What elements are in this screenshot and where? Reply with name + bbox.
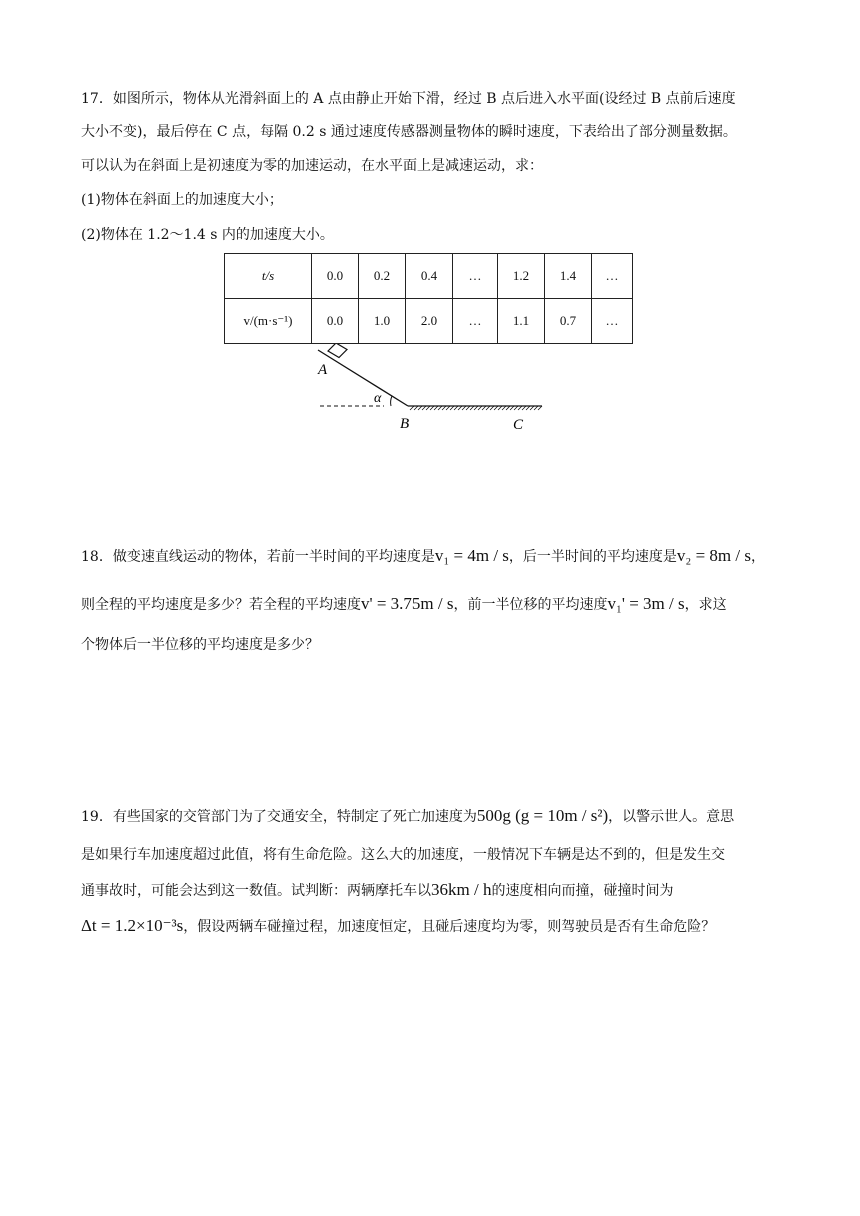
angle-arc <box>391 396 392 406</box>
table-cell: … <box>592 299 633 344</box>
q19-text: 通事故时，可能会达到这一数值。试判断：两辆摩托车以 <box>81 883 431 899</box>
table-row-time <box>225 254 633 299</box>
table-cell: 0.2 <box>359 254 406 299</box>
header-velocity: v/(m·s⁻¹) <box>225 299 312 344</box>
q18-line-1 <box>81 546 765 567</box>
q18-text: ，后一半时间的平均速度是 <box>508 549 677 565</box>
q19-text: ，以警示世人。意思 <box>608 809 735 825</box>
table-row-velocity <box>225 299 633 344</box>
q19-line-3 <box>81 880 673 901</box>
table-cell: 0.0 <box>312 299 359 344</box>
q18-equation-v1: v₁ = 4m / s <box>434 546 509 565</box>
label-c: C <box>513 417 524 433</box>
q17-subquestion-1: (1)物体在斜面上的加速度大小； <box>81 192 283 208</box>
table-cell: 1.2 <box>498 254 545 299</box>
table-cell: 0.4 <box>406 254 453 299</box>
q19-text: 19．有些国家的交管部门为了交通安全，特制定了死亡加速度为 <box>81 809 477 825</box>
q18-line-2 <box>81 594 727 615</box>
q18-text: ，前一半位移的平均速度 <box>453 597 608 613</box>
q18-text: 则全程的平均速度是多少？若全程的平均速度 <box>81 597 361 613</box>
measurement-table <box>224 253 633 344</box>
q19-line-4 <box>81 916 715 937</box>
label-alpha: α <box>374 391 382 406</box>
q19-equation-death-accel: 500g (g = 10m / s²) <box>476 806 609 825</box>
q17-line-2: 大小不变)，最后停在 C 点，每隔 0.2 s 通过速度传感器测量物体的瞬时速度，下表给出了部分测量数据。 <box>81 124 737 140</box>
q19-text: ，假设两辆车碰撞过程，加速度恒定，且碰后速度均为零，则驾驶员是否有生命危险？ <box>183 919 716 935</box>
header-time: t/s <box>225 254 312 299</box>
q18-equation-v2: v₂ = 8m / s <box>676 546 751 565</box>
table-cell: 2.0 <box>406 299 453 344</box>
q19-equation-time: Δt = 1.2×10⁻³s <box>81 916 184 935</box>
table-cell: 1.1 <box>498 299 545 344</box>
q18-equation-vavg: v' = 3.75m / s <box>361 594 454 613</box>
q18-text: ，求这 <box>684 597 727 613</box>
label-b: B <box>400 416 410 432</box>
table-cell: … <box>453 299 498 344</box>
q18-equation-v1prime: v₁' = 3m / s <box>607 594 685 613</box>
table-cell: … <box>592 254 633 299</box>
table-cell: … <box>453 254 498 299</box>
block <box>328 344 347 358</box>
q18-text: ， <box>750 549 765 565</box>
incline-diagram <box>300 344 550 436</box>
table-cell: 0.0 <box>312 254 359 299</box>
incline-line <box>318 350 408 406</box>
q19-equation-speed: 36km / h <box>431 880 492 899</box>
q17-line-1: 17．如图所示，物体从光滑斜面上的 A 点由静止开始下滑，经过 B 点后进入水平面(设经过 B 点前后速度 <box>81 91 736 107</box>
table-cell: 0.7 <box>545 299 592 344</box>
q19-text: 的速度相向而撞，碰撞时间为 <box>491 883 674 899</box>
table-cell: 1.4 <box>545 254 592 299</box>
table-cell: 1.0 <box>359 299 406 344</box>
q17-line-3: 可以认为在斜面上是初速度为零的加速运动，在水平面上是减速运动，求： <box>81 158 543 174</box>
q18-text: 18．做变速直线运动的物体，若前一半时间的平均速度是 <box>81 549 435 565</box>
label-a: A <box>318 362 328 378</box>
q19-line-2: 是如果行车加速度超过此值，将有生命危险。这么大的加速度，一般情况下车辆是达不到的，但是发生交 <box>81 847 725 863</box>
q19-line-1 <box>81 806 734 827</box>
q18-line-3: 个物体后一半位移的平均速度是多少？ <box>81 637 319 653</box>
q17-subquestion-2: (2)物体在 1.2～1.4 s 内的加速度大小。 <box>81 227 334 243</box>
